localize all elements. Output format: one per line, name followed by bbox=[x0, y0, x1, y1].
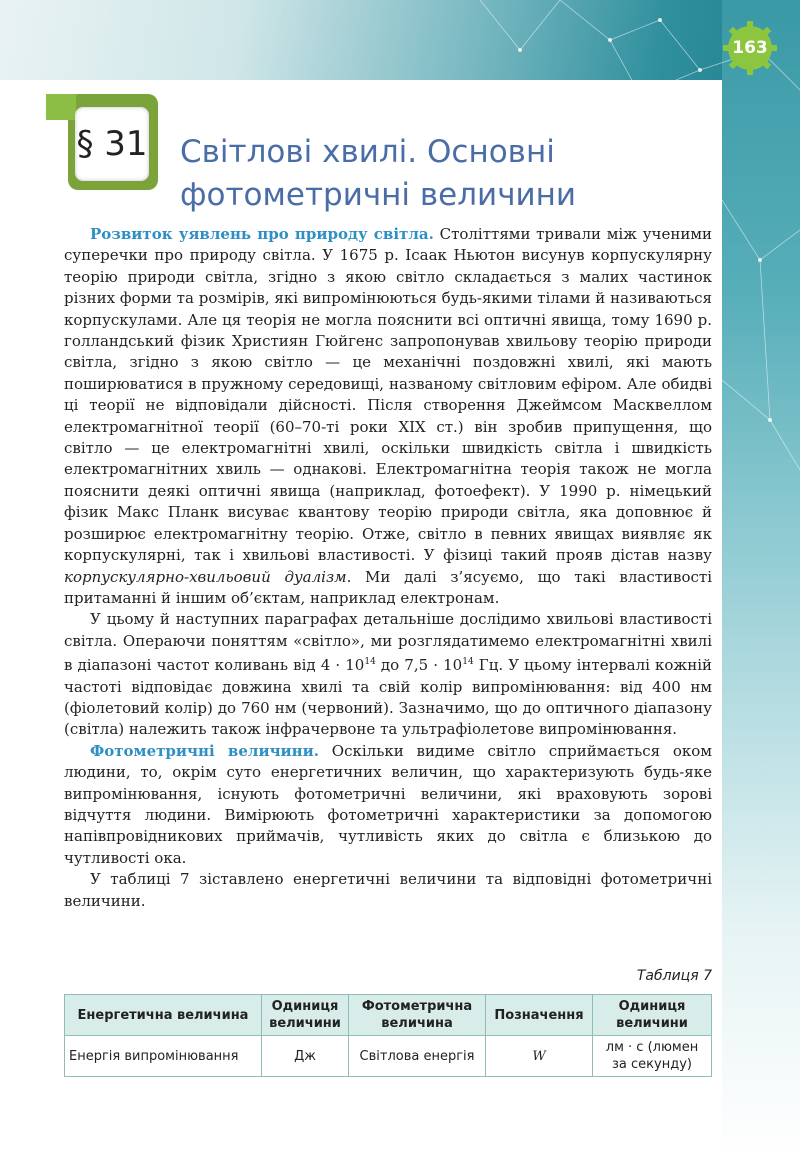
cell-unit-2: лм · с (люмен за секунду) bbox=[593, 1036, 712, 1077]
header-photometric-quantity: Фотометрична величина bbox=[349, 995, 486, 1036]
paragraph-3-text: Оскільки видиме світло сприймається оком людини, то, окрім суто енергетичних величин, що характеризують будь-яке випромінювання, існують фотометричні величини, які враховують зорові відчуття людини. Вимірюють фотометричні характеристики за допомогою напівпровідникових приймачів, чутливість яких до світла є близькою до чутливості ока. bbox=[64, 741, 712, 867]
term-dualism: корпускулярно-хвильовий дуалізм bbox=[64, 567, 347, 586]
paragraph-2-text: У цьому й наступних параграфах детальніше дослідимо хвильові властивості світла. Операючи поняттям «світло», ми розглядатимемо електромагнітні хвилі в діапазоні частот коливань від 4 · 10 bbox=[64, 610, 712, 675]
paragraph-2-mid: до 7,5 · 10 bbox=[375, 656, 463, 675]
paragraph-4: У таблиці 7 зіставлено енергетичні величини та відповідні фотометричні величини. bbox=[64, 870, 712, 910]
header-unit-1: Одиниця величини bbox=[262, 995, 349, 1036]
body-text bbox=[64, 224, 712, 912]
title-line-1: Світлові хвилі. Основні bbox=[180, 133, 555, 170]
table-header-row bbox=[65, 995, 712, 1036]
exponent-2: 14 bbox=[462, 657, 474, 668]
exponent-1: 14 bbox=[364, 657, 376, 668]
paragraph-2 bbox=[64, 609, 712, 740]
cell-symbol: W bbox=[486, 1036, 593, 1077]
heading-photometric: Фотометричні величини. bbox=[90, 741, 320, 760]
header-unit-2: Одиниця величини bbox=[593, 995, 712, 1036]
cell-photometric-quantity: Світлова енергія bbox=[349, 1036, 486, 1077]
paragraph-3 bbox=[64, 741, 712, 869]
title-line-2: фотометричні величини bbox=[180, 176, 577, 213]
heading-light-nature: Розвиток уявлень про природу світла. bbox=[90, 225, 434, 243]
table-caption: Таблиця 7 bbox=[636, 968, 712, 984]
paragraph-1-text: Століттями тривали між ученими суперечки про природу світла. У 1675 р. Ісаак Ньютон висунув корпускулярну теорію природи світла, згідно з якою світло складається з малих частинок різних форми та розмірів, які випромінюються будь-якими тілами й називаються корпускулами. Але ця теорія не могла пояснити всі оптичні явища, тому 1690 р. голландський фізик Християн Гюйгенс запропонував хвильову теорію природи світла, згідно з якою світло — це механічні поздовжні хвилі, які мають поширюватися в пружному середовищі, названому світловим ефіром. Але обидві ці теорії не відповідали дійсності. Після створення Джеймсом Масквеллом електромагнітної теорії (60–70-ті роки XIX ст.) він зробив припущення, що світло — це електромагнітні хвилі, оскільки швидкість світла і швидкість електромагнітних хвиль — однакові. Електромагнітна теорія також не могла пояснити деякі оптичні явища (наприклад, фотоефект). У 1990 р. німецький фізик Макс Планк висуває квантову теорію природи світла, яка доповнює й розширює електромагнітну теорію. Отже, світло в певних явищах виявляє як корпускулярні, так і хвильові властивості. У фізиці такий прояв дістав назву bbox=[64, 225, 712, 565]
page-number: 163 bbox=[732, 38, 768, 58]
paragraph-1-end: . Ми далі з’ясуємо, що такі властивості притаманні й іншим об’єктам, наприклад електронам. bbox=[64, 567, 712, 607]
table-row bbox=[65, 1036, 712, 1077]
page-title bbox=[180, 131, 700, 217]
section-number: § 31 bbox=[75, 107, 149, 181]
paragraph-2-end: Гц. У цьому інтервалі кожній частоті відповідає довжина хвилі та свій колір випромінювання: від 400 нм (фіолетовий колір) до 760 нм (червоний). Зазначимо, що до оптичного діапазону (світла) належить також інфрачервоне та ультрафіолетове випромінювання. bbox=[64, 656, 712, 739]
header-energy-quantity: Енергетична величина bbox=[65, 995, 262, 1036]
header-symbol: Позначення bbox=[486, 995, 593, 1036]
cell-unit-1: Дж bbox=[262, 1036, 349, 1077]
comparison-table bbox=[64, 994, 712, 1077]
cell-energy-quantity: Енергія випромінювання bbox=[65, 1036, 262, 1077]
paragraph-1 bbox=[64, 224, 712, 609]
